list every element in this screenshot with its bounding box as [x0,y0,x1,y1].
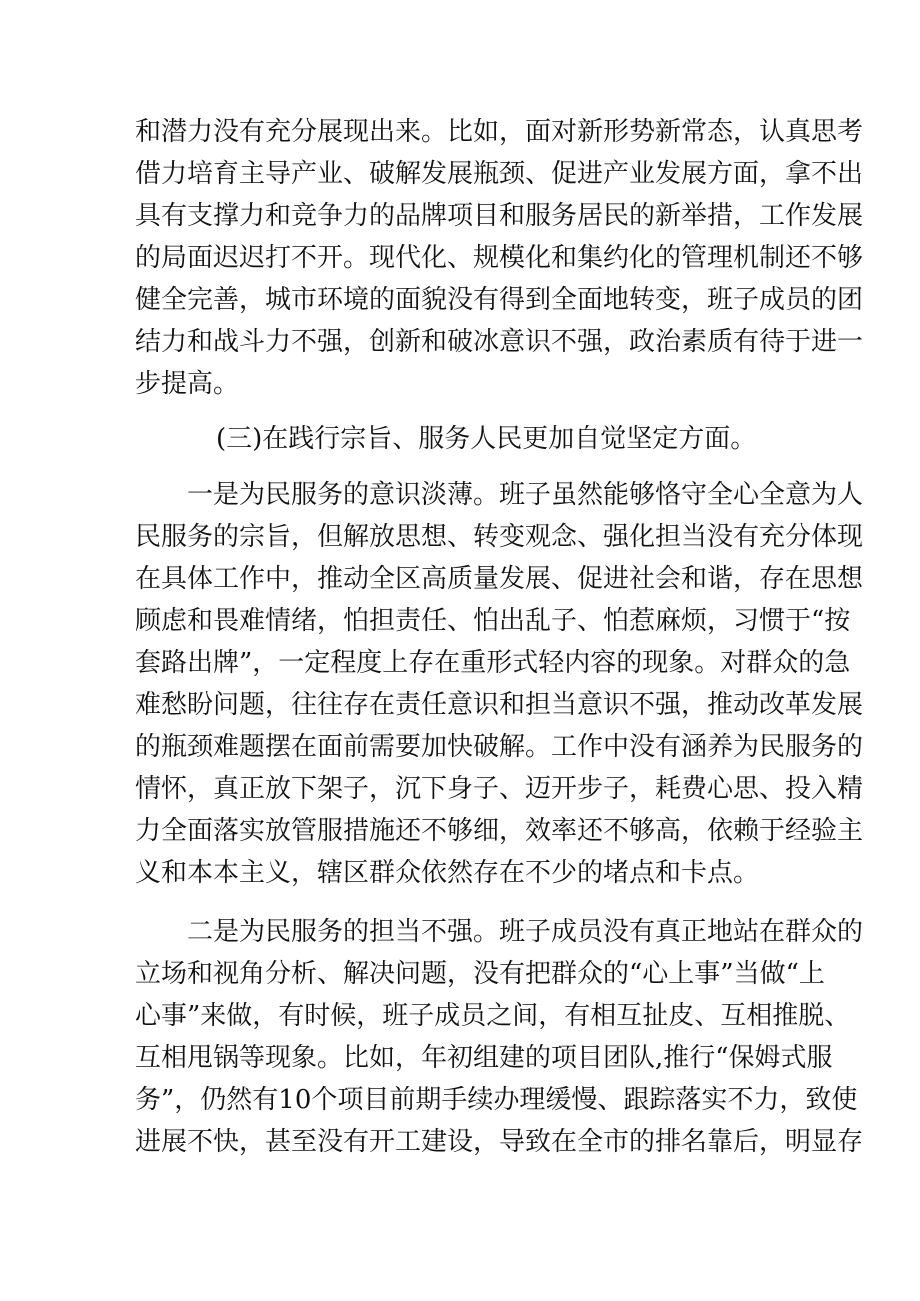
paragraph-line: 立场和视角分析、解决问题，没有把群众的“心上事”当做“上 [135,959,825,989]
section-heading: (三)在践行宗旨、服务人民更加自觉坚定方面。 [216,424,757,454]
paragraph-line: 务”，仍然有10个项目前期手续办理缓慢、跟踪落实不力，致使 [135,1085,858,1115]
paragraph-line: 和潜力没有充分展现出来。比如，面对新形势新常态，认真思考 [135,117,864,147]
paragraph-line: 在具体工作中，推动全区高质量发展、促进社会和谐，存在思想 [135,564,864,594]
paragraph-line: 的局面迟迟打不开。现代化、规模化和集约化的管理机制还不够 [135,243,864,273]
paragraph-line: 具有支撑力和竞争力的品牌项目和服务居民的新举措，工作发展 [135,201,864,231]
paragraph-line: 借力培育主导产业、破解发展瓶颈、促进产业发展方面，拿不出 [135,159,864,189]
paragraph-line: 情怀，真正放下架子，沉下身子、迈开步子，耗费心思、投入精 [135,774,864,804]
paragraph-line: 心事”来做，有时候，班子成员之间，有相互扯皮、互相推脱、 [135,1001,851,1031]
paragraph-line: 民服务的宗旨，但解放思想、转变观念、强化担当没有充分体现 [135,522,864,552]
paragraph-line: 二是为民服务的担当不强。班子成员没有真正地站在群众的 [187,917,864,947]
paragraph-line: 结力和战斗力不强，创新和破冰意识不强，政治素质有待于进一 [135,327,864,357]
paragraph-line: 难愁盼问题，往往存在责任意识和担当意识不强，推动改革发展 [135,690,864,720]
paragraph-line: 进展不快，甚至没有开工建设，导致在全市的排名靠后，明显存 [135,1127,864,1157]
paragraph-line: 一是为民服务的意识淡薄。班子虽然能够恪守全心全意为人 [187,480,864,510]
paragraph-line: 力全面落实放管服措施还不够细，效率还不够高，依赖于经验主 [135,816,864,846]
paragraph-line: 顾虑和畏难情绪，怕担责任、怕出乱子、怕惹麻烦，习惯于“按 [135,606,851,636]
paragraph-line: 义和本本主义，辖区群众依然存在不少的堵点和卡点。 [135,858,760,888]
paragraph-line: 互相甩锅等现象。比如，年初组建的项目团队,推行“保姆式服 [135,1043,833,1073]
paragraph-line: 的瓶颈难题摆在面前需要加快破解。工作中没有涵养为民服务的 [135,732,864,762]
paragraph-line: 步提高。 [135,369,240,399]
paragraph-line: 套路出牌”，一定程度上存在重形式轻内容的现象。对群众的急 [135,648,851,678]
paragraph-line: 健全完善，城市环境的面貌没有得到全面地转变，班子成员的团 [135,285,864,315]
